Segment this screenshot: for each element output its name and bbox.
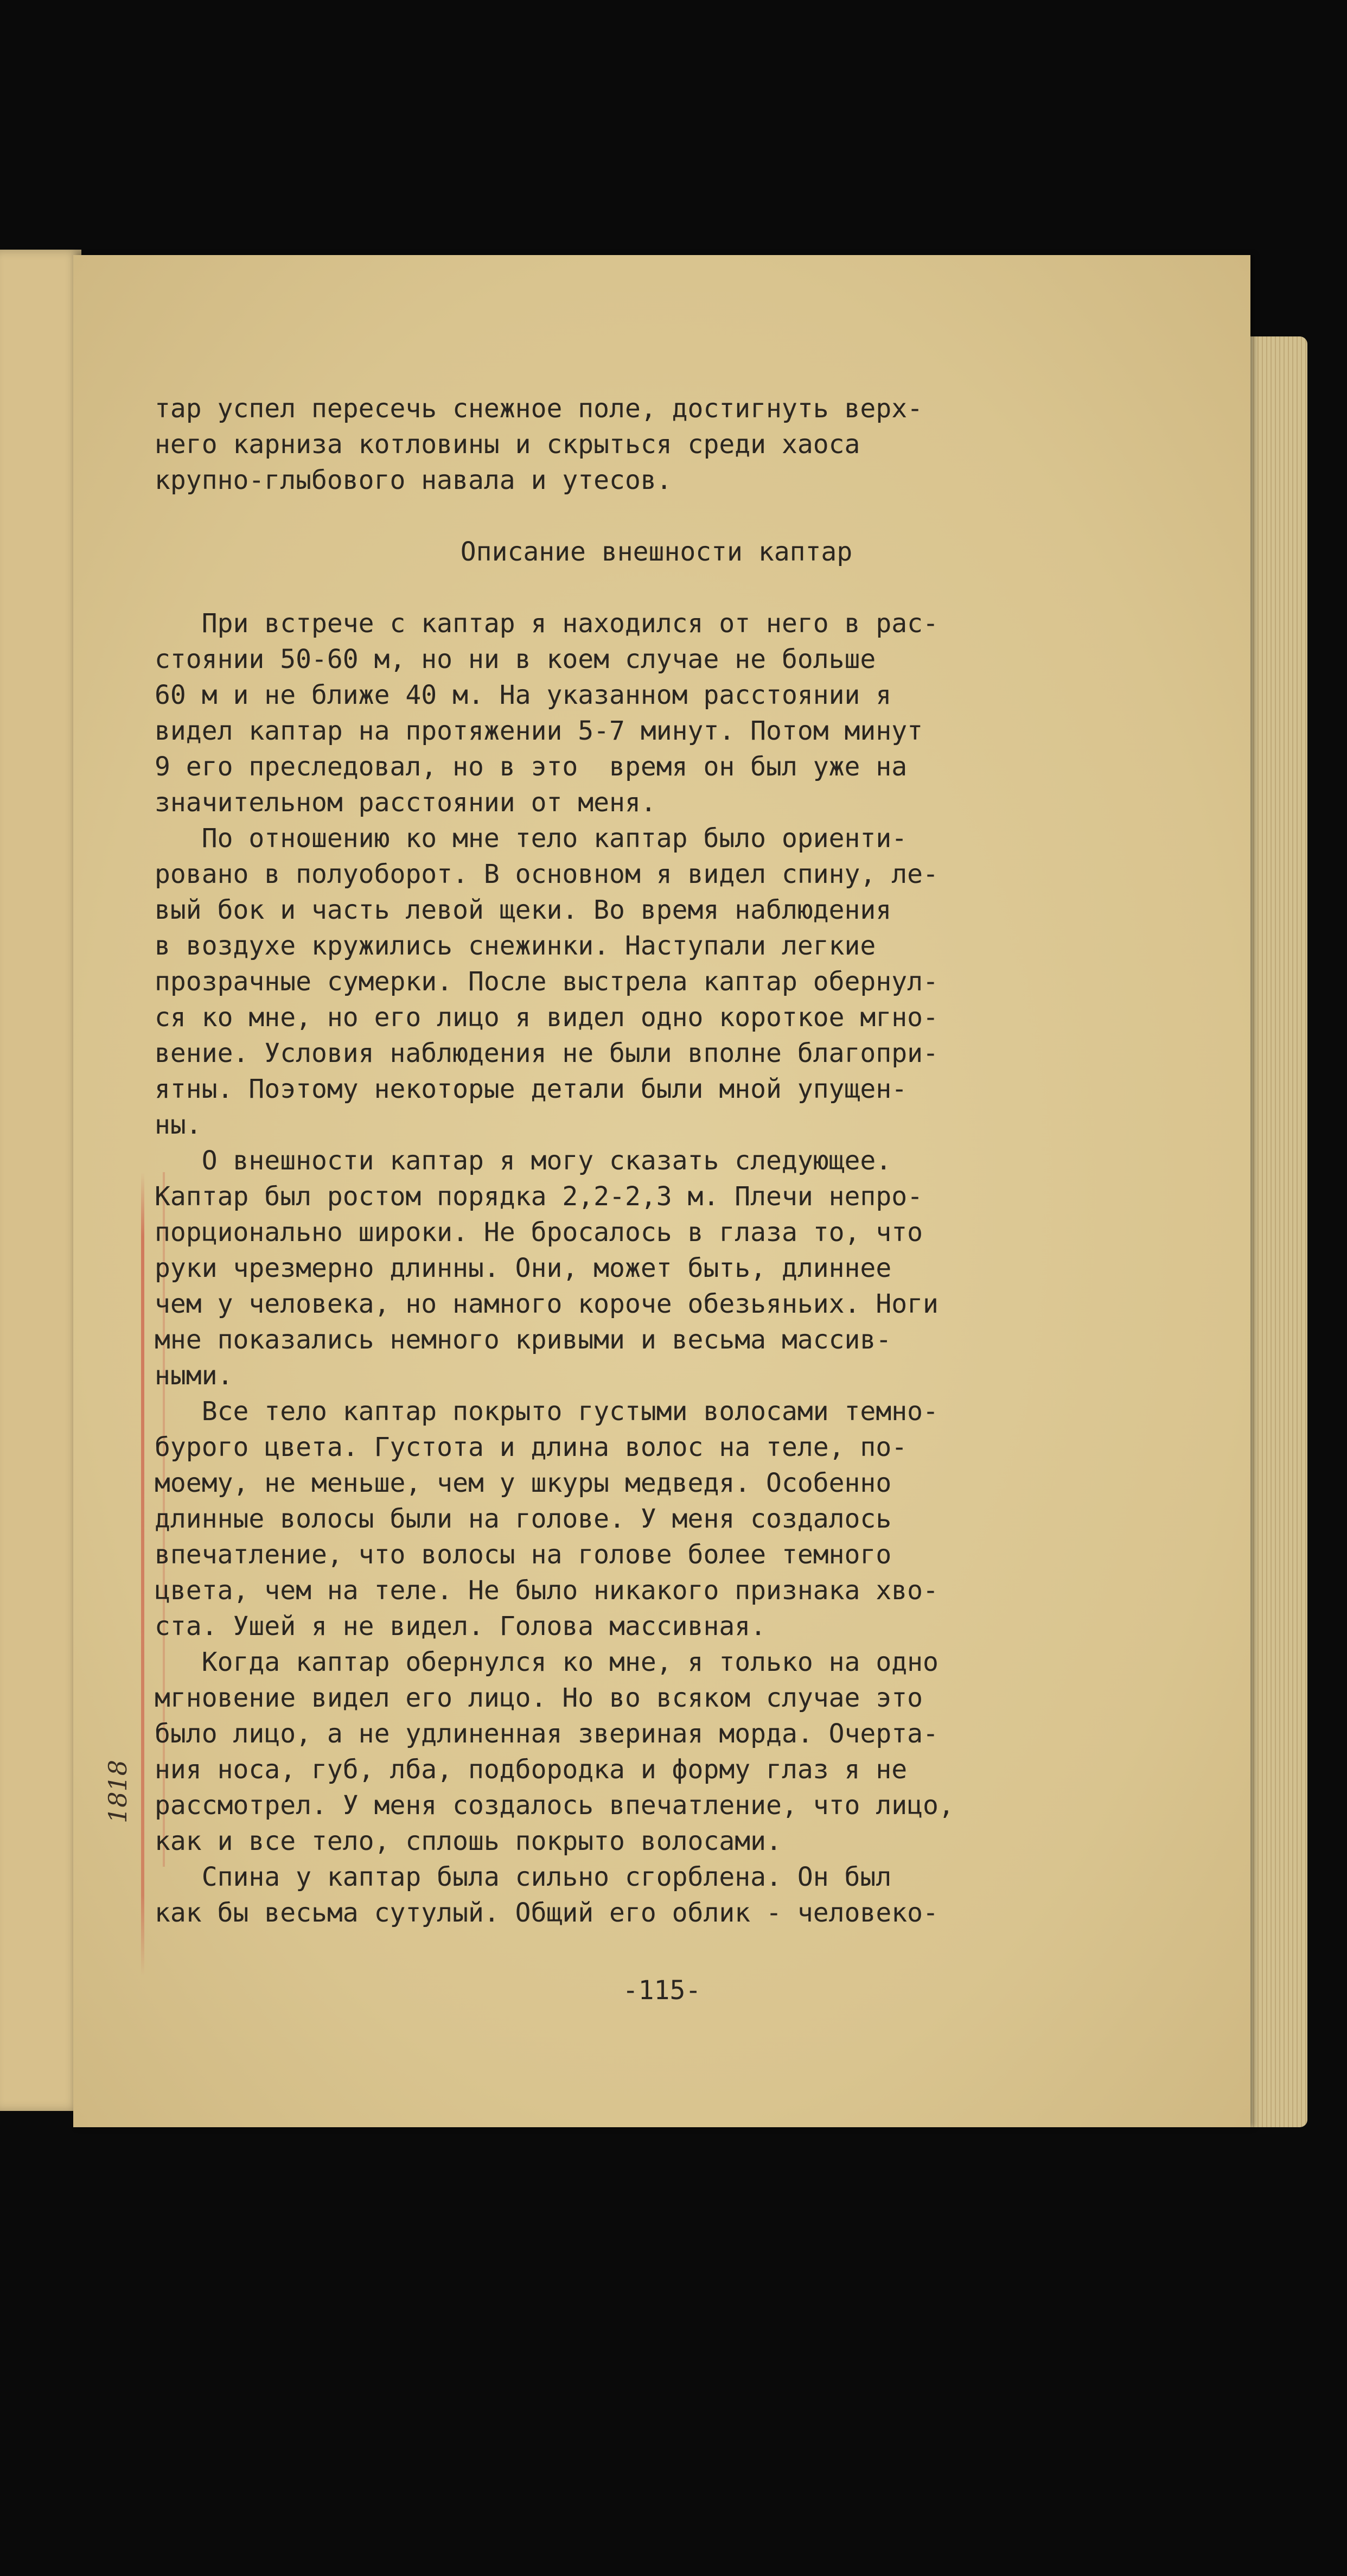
document-page [73, 255, 1250, 2127]
page-text [155, 391, 1158, 1931]
body-line: как бы весьма сутулый. Общий его облик - человеко- [155, 1898, 939, 1928]
body-line: рассмотрел. У меня создалось впечатление, что лицо, [155, 1790, 954, 1821]
body-line: видел каптар на протяжении 5-7 минут. Потом минут [155, 716, 923, 746]
margin-archive-number: 1818 [103, 1759, 132, 1823]
body-line: стоянии 50-60 м, но ни в коем случае не больше [155, 644, 876, 675]
body-line: Все тело каптар покрыто густыми волосами темно- [155, 1396, 939, 1427]
body-line: 9 его преследовал, но в это время он был уже на [155, 752, 908, 782]
body-line: ны. [155, 1110, 202, 1140]
section-heading: Описание внешности каптар [460, 537, 853, 567]
body-line: руки чрезмерно длинны. Они, может быть, длиннее [155, 1253, 892, 1283]
body-line: По отношению ко мне тело каптар было ориенти- [155, 823, 908, 854]
body-line: ными. [155, 1360, 233, 1391]
body-line: 60 м и не ближе 40 м. На указанном расстоянии я [155, 680, 892, 710]
body-line: в воздухе кружились снежинки. Наступали легкие [155, 931, 876, 961]
body-line: При встрече с каптар я находился от него в рас- [155, 608, 939, 639]
body-line: Каптар был ростом порядка 2,2-2,3 м. Плечи непро- [155, 1181, 923, 1212]
intro-line: него карниза котловины и скрыться среди хаоса [155, 429, 860, 460]
body-line: впечатление, что волосы на голове более темного [155, 1540, 892, 1570]
body-line: мгновение видел его лицо. Но во всяком случае это [155, 1683, 923, 1713]
body-line: ятны. Поэтому некоторые детали были мной упущен- [155, 1074, 908, 1104]
body-line: мне показались немного кривыми и весьма массив- [155, 1325, 892, 1355]
left-page-edge [0, 250, 81, 2111]
body-line: было лицо, а не удлиненная звериная морда. Очерта- [155, 1719, 939, 1749]
body-line: ста. Ушей я не видел. Голова массивная. [155, 1611, 767, 1642]
intro-line: крупно-глыбового навала и утесов. [155, 465, 672, 495]
red-margin-mark [141, 1172, 144, 1975]
body-line: вый бок и часть левой щеки. Во время наблюдения [155, 895, 892, 925]
body-line: вение. Условия наблюдения не были вполне благопри- [155, 1038, 939, 1068]
page-number: -115- [622, 1975, 701, 2006]
body-line: цвета, чем на теле. Не было никакого признака хво- [155, 1575, 939, 1606]
body-line: прозрачные сумерки. После выстрела каптар обернул- [155, 966, 939, 997]
body-line: как и все тело, сплошь покрыто волосами. [155, 1826, 782, 1856]
body-line: чем у человека, но намного короче обезьяньих. Ноги [155, 1289, 939, 1319]
body-line: длинные волосы были на голове. У меня создалось [155, 1504, 892, 1534]
body-line: моему, не меньше, чем у шкуры медведя. Особенно [155, 1468, 892, 1498]
body-line: Спина у каптар была сильно сгорблена. Он был [155, 1862, 892, 1892]
body-line: значительном расстоянии от меня. [155, 787, 656, 818]
body-line: ровано в полуоборот. В основном я видел спину, ле- [155, 859, 939, 889]
body-line: Когда каптар обернулся ко мне, я только на одно [155, 1647, 939, 1677]
body-line: ся ко мне, но его лицо я видел одно короткое мгно- [155, 1002, 939, 1033]
body-line: порционально широки. Не бросалось в глаза то, что [155, 1217, 923, 1248]
body-line: О внешности каптар я могу сказать следующее. [155, 1146, 892, 1176]
body-line: ния носа, губ, лба, подбородка и форму глаз я не [155, 1754, 908, 1785]
intro-line: тар успел пересечь снежное поле, достигнуть верх- [155, 393, 923, 424]
body-line: бурого цвета. Густота и длина волос на теле, по- [155, 1432, 908, 1462]
